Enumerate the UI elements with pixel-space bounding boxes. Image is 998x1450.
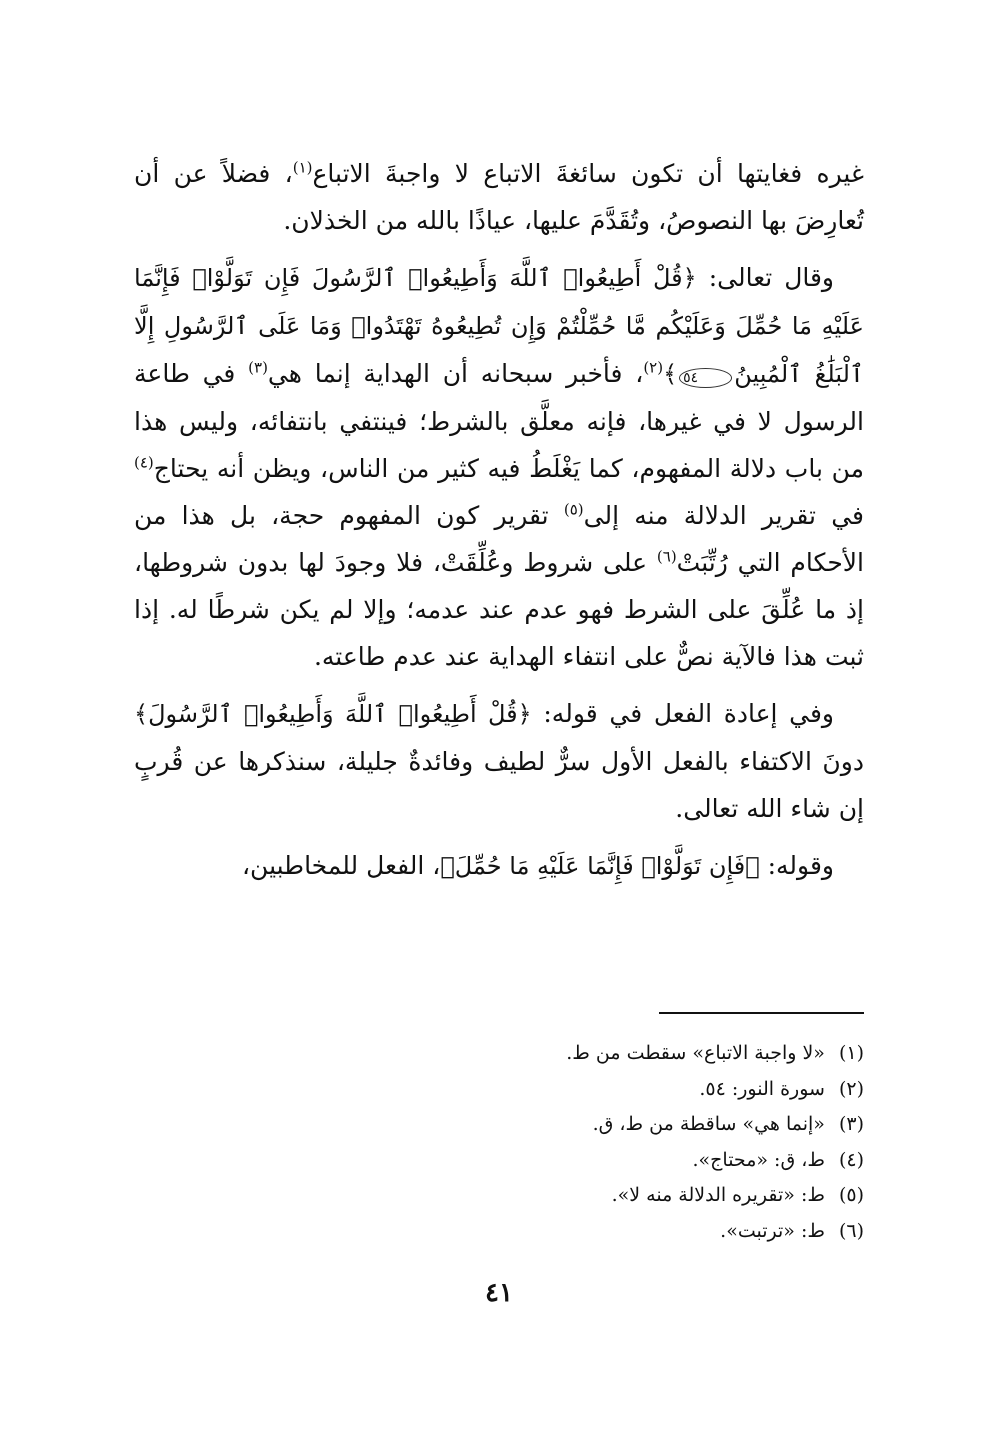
text-segment: غيره فغايتها أن تكون سائغةَ الاتباع لا واجبةَ الاتباع — [312, 159, 865, 188]
text-segment: على شروط وعُلِّقَتْ، فلا وجودَ لها بدون شروطها، إذ ما عُلِّقَ على الشرط فهو عدم عند عدمه؛ وإلا لم يكن شرطًا له. إذا ثبت هذا فالآية نصٌّ على انتفاء الهداية عند عدم طاعته. — [134, 548, 864, 671]
footnote — [264, 1072, 864, 1108]
footnote-number: (٣) — [838, 1113, 864, 1135]
text-segment: وفي إعادة الفعل في قوله: — [531, 699, 834, 728]
footnote-text: «إنما هي» ساقطة من ط، ق. — [592, 1113, 825, 1135]
footnote-text: «لا واجبة الاتباع» سقطت من ط. — [566, 1042, 825, 1064]
text-segment: وقوله: — [759, 851, 834, 880]
quran-verse: ﴿فَإِن تَوَلَّوْا۟ فَإِنَّمَا عَلَيْهِ مَا حُمِّلَ﴾ — [440, 852, 760, 880]
footnote-separator — [659, 1012, 864, 1014]
footnote — [264, 1214, 864, 1250]
ayah-number-mark: ٥٤ — [679, 368, 732, 388]
footnote-number: (٦) — [838, 1219, 864, 1242]
footnote — [264, 1178, 864, 1214]
text-segment: تقرير كون المفهوم حجة، بل هذا من الأحكام التي رُتِّبَتْ — [134, 501, 864, 577]
paragraph — [134, 254, 864, 680]
text-segment: ، فأخبر سبحانه أن الهداية إنما هي — [267, 359, 644, 388]
footnote-reference: (٢) — [643, 358, 664, 377]
footnote — [264, 1107, 864, 1143]
footnote-text: سورة النور: ٥٤. — [699, 1077, 825, 1100]
footnote-reference: (٣) — [248, 358, 268, 377]
quran-verse: ﴿قُلْ أَطِيعُوا۟ ٱللَّهَ وَأَطِيعُوا۟ ٱلرَّسُولَ فَإِن تَوَلَّوْا۟ فَإِنَّمَا عَلَيْهِ مَا حُمِّلَ وَعَلَيْكُم مَّا حُمِّلْتُمْ وَإِن تُطِيعُوهُ تَهْتَدُوا۟ وَمَا عَلَى ٱلرَّسُولِ إِلَّا ٱلْبَلَٰغُ ٱلْمُبِينُ — [134, 264, 864, 388]
footnote-number: (٥) — [838, 1184, 864, 1206]
quran-verse: ﴿قُلْ أَطِيعُوا۟ ٱللَّهَ وَأَطِيعُوا۟ ٱلرَّسُولَ﴾ — [134, 700, 532, 728]
footnote-number: (٤) — [838, 1148, 864, 1171]
footnote-text: ط: «ترتبت». — [720, 1219, 825, 1242]
main-text — [134, 150, 864, 900]
footnote-reference: (١) — [292, 158, 313, 177]
footnote-reference: (٦) — [656, 547, 677, 566]
paragraph — [134, 690, 864, 832]
footnote-number: (١) — [838, 1042, 864, 1064]
text-segment: في طاعة الرسول لا في غيرها، فإنه معلَّق بالشرط؛ فينتفي بانتفائه، وليس هذا من باب دلالة المفهوم، كما يَغْلَطُ فيه كثير من الناس، ويظن أنه يحتاج — [134, 359, 864, 483]
text-segment: ، الفعل للمخاطبين، — [241, 851, 441, 880]
text-segment: وقال تعالى: — [696, 263, 834, 292]
text-segment: دونَ الاكتفاء بالفعل الأول سرٌّ لطيف وفائدةٌ جليلة، سنذكرها عن قُربٍ إن شاء الله تعالى. — [134, 747, 864, 823]
footnote-text: ط، ق: «محتاج». — [692, 1148, 825, 1171]
page-number: ٤١ — [485, 1278, 513, 1308]
text-segment: ، فضلاً عن أن تُعارِضَ بها النصوصُ، وتُقَدَّمَ عليها، عياذًا بالله من الخذلان. — [134, 159, 864, 235]
quran-verse: ﴾ — [663, 360, 678, 388]
footnote — [264, 1143, 864, 1179]
footnote-number: (٢) — [838, 1077, 864, 1100]
footnote — [264, 1036, 864, 1072]
footnote-reference: (٥) — [563, 500, 584, 519]
footnotes — [264, 1036, 864, 1249]
paragraph — [134, 150, 864, 244]
footnote-text: ط: «تقريره الدلالة منه لا». — [611, 1184, 825, 1206]
text-segment: في تقرير الدلالة منه إلى — [583, 501, 864, 530]
footnote-reference: (٤) — [134, 453, 154, 472]
paragraph — [134, 842, 864, 890]
